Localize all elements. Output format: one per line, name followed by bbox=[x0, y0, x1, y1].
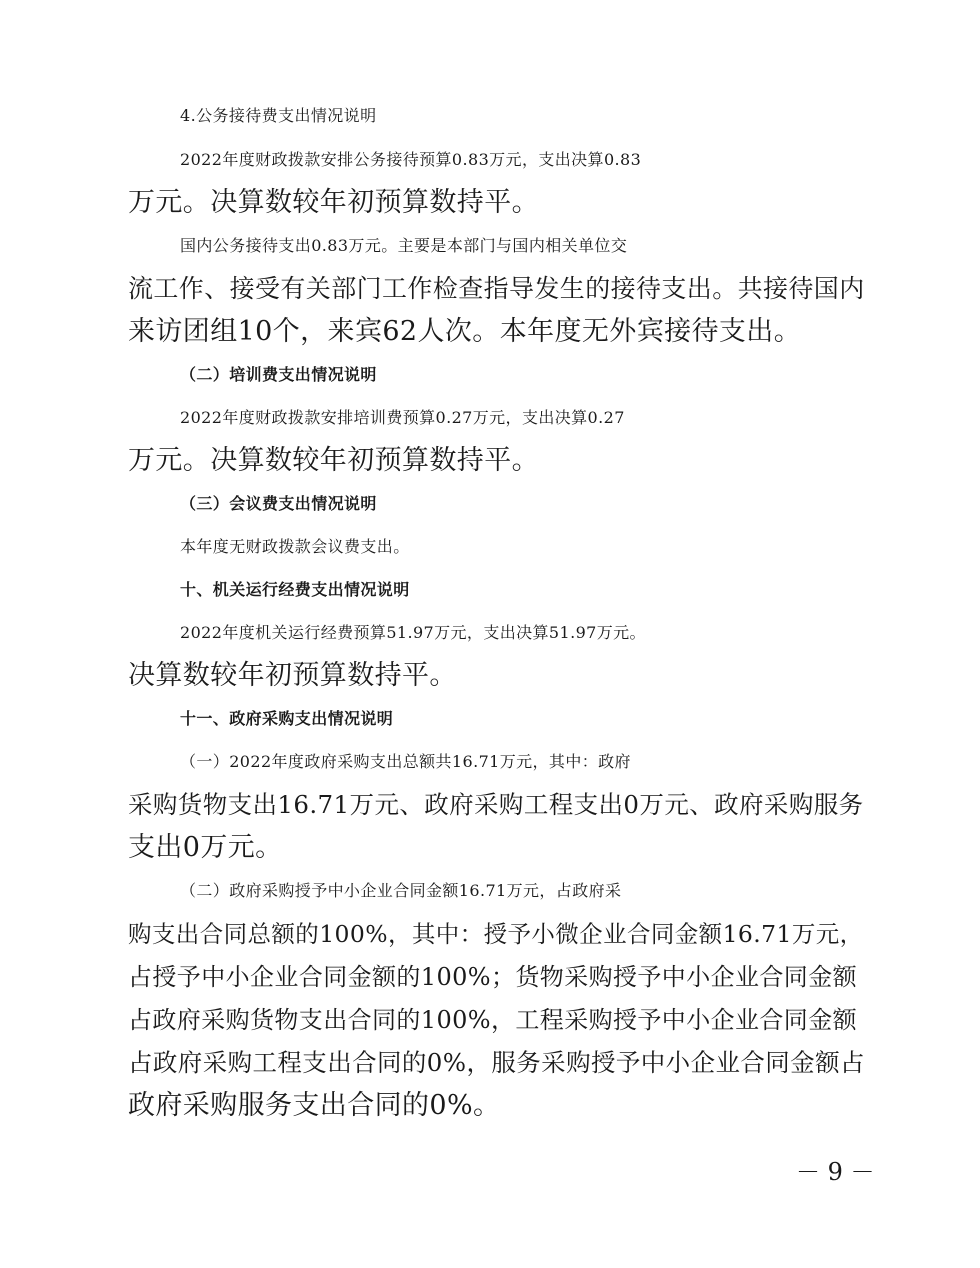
paragraph-line: 占授予中小企业合同金额的100%；货物采购授予中小企业合同金额 bbox=[128, 963, 858, 991]
paragraph-line: 决算数较年初预算数持平。 bbox=[128, 660, 457, 691]
paragraph-line: （二）政府采购授予中小企业合同金额16.71万元，占政府采 bbox=[180, 881, 622, 900]
paragraph-line: 本年度无财政拨款会议费支出。 bbox=[180, 537, 410, 556]
section-heading-procurement: 十一、政府采购支出情况说明 bbox=[180, 709, 394, 728]
paragraph-line: 2022年度机关运行经费预算51.97万元，支出决算51.97万元。 bbox=[180, 623, 646, 642]
section-heading-training: （二）培训费支出情况说明 bbox=[180, 365, 377, 384]
paragraph-line: 占政府采购货物支出合同的100%，工程采购授予中小企业合同金额 bbox=[128, 1006, 858, 1034]
subsection-heading-reception: 4.公务接待费支出情况说明 bbox=[180, 106, 377, 125]
paragraph-line: （一）2022年度政府采购支出总额共16.71万元，其中：政府 bbox=[180, 752, 631, 771]
paragraph-line: 支出0万元。 bbox=[128, 832, 283, 863]
section-heading-meeting: （三）会议费支出情况说明 bbox=[180, 494, 377, 513]
paragraph-line: 购支出合同总额的100%，其中：授予小微企业合同金额16.71万元， bbox=[128, 920, 864, 948]
paragraph-line: 万元。决算数较年初预算数持平。 bbox=[128, 445, 539, 476]
paragraph-line: 占政府采购工程支出合同的0%，服务采购授予中小企业合同金额占 bbox=[128, 1048, 865, 1077]
paragraph-line: 2022年度财政拨款安排公务接待预算0.83万元，支出决算0.83 bbox=[180, 150, 642, 169]
paragraph-line: 政府采购服务支出合同的0%。 bbox=[128, 1090, 501, 1121]
paragraph-line: 万元。决算数较年初预算数持平。 bbox=[128, 187, 539, 218]
paragraph-line: 2022年度财政拨款安排培训费预算0.27万元，支出决算0.27 bbox=[180, 408, 625, 427]
paragraph-line: 来访团组10个，来宾62人次。本年度无外宾接待支出。 bbox=[128, 316, 802, 347]
paragraph-line: 采购货物支出16.71万元、政府采购工程支出0万元、政府采购服务 bbox=[128, 790, 864, 819]
paragraph-line: 国内公务接待支出0.83万元。主要是本部门与国内相关单位交 bbox=[180, 236, 628, 255]
section-heading-operating-funds: 十、机关运行经费支出情况说明 bbox=[180, 580, 410, 599]
paragraph-line: 流工作、接受有关部门工作检查指导发生的接待支出。共接待国内 bbox=[128, 274, 865, 303]
page-number: － 9 － bbox=[796, 1158, 875, 1186]
